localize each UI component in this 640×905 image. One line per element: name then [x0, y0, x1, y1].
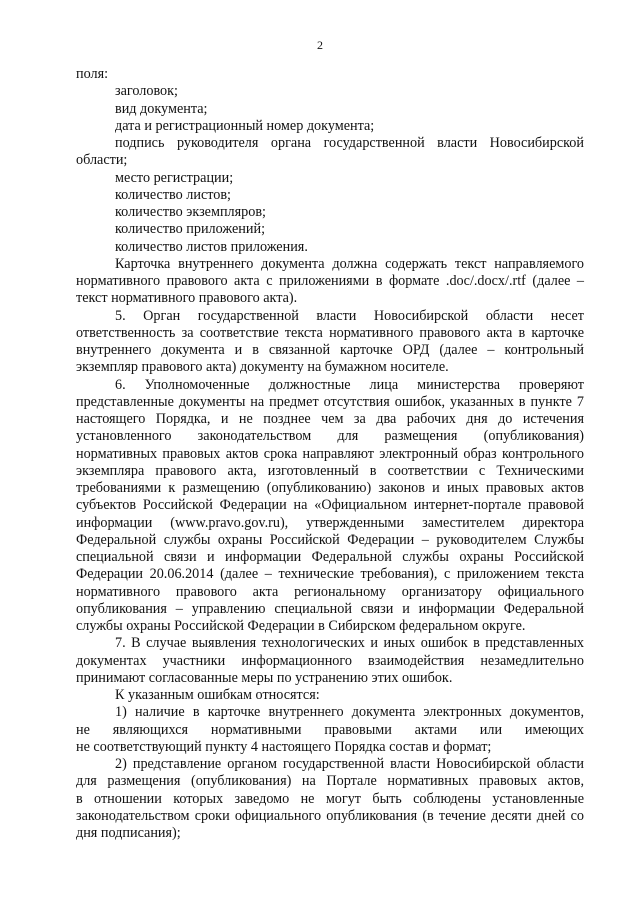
text-line: для размещения (опубликования) на Портале нормативных правовых актов,	[76, 773, 584, 790]
text-line: законодательством сроки официального опубликования (в течение десяти дней со	[76, 807, 584, 824]
text-line: информации (www.pravo.gov.ru), утвержденными заместителем директора	[76, 514, 584, 531]
text-line: подпись руководителя органа государственной власти Новосибирской	[115, 135, 584, 151]
text-line: вид документа;	[115, 100, 208, 117]
text-line: 2) представление органом государственной власти Новосибирской области	[115, 756, 584, 772]
text-line: Карточка внутреннего документа должна содержать текст направляемого	[115, 255, 584, 272]
text-line: текст нормативного правового акта).	[76, 290, 298, 307]
text-line: 1) наличие в карточке внутреннего документа электронных документов,	[115, 704, 584, 721]
text-line: нормативных правовых актов срока направляют электронный образ контрольного	[76, 445, 584, 462]
text-line: количество экземпляров;	[115, 204, 266, 220]
text-line: установленного законодательством для размещения (опубликования)	[76, 428, 584, 445]
text-line: не соответствующий пункту 4 настоящего Порядка состав и формат;	[76, 738, 492, 755]
text-line: службы охраны Российской Федерации в Сибирском федеральном округе.	[76, 618, 526, 634]
text-line: нормативного правового акта с приложениями в формате .doc/.docx/.rtf (далее –	[76, 273, 584, 289]
text-line: ответственность за соответствие текста нормативного правового акта в карточке	[76, 324, 584, 341]
text-line: 5. Орган государственной власти Новосибирской области несет	[115, 307, 584, 324]
text-line: настоящего Порядка, и не позднее чем за два рабочих дня до истечения	[76, 411, 584, 427]
text-line: К указанным ошибкам относятся:	[115, 687, 320, 703]
text-line: количество листов приложения.	[115, 238, 308, 255]
text-line: специальной связи и информации Федеральной службы охраны Российской	[76, 549, 584, 565]
text-line: дня подписания);	[76, 825, 181, 841]
text-line: место регистрации;	[115, 169, 234, 186]
text-line: 6. Уполномоченные должностные лица министерства проверяют	[115, 376, 584, 393]
document-body	[76, 66, 584, 842]
page-number: 2	[317, 38, 323, 52]
text-line: внутреннего документа и в связанной карточке ОРД (далее – контрольный	[76, 342, 584, 358]
text-line: опубликования – управлению специальной связи и информации Федеральной	[76, 600, 584, 617]
text-line: поля:	[76, 66, 109, 82]
text-line: Федеральной службы охраны Российской Федерации – руководителем Службы	[76, 531, 584, 548]
text-line: дата и регистрационный номер документа;	[115, 117, 375, 134]
text-line: в отношении которых заведомо не могут быть соблюдены установленные	[76, 790, 584, 807]
text-line: экземпляра правового акта, изготовленный в соответствии с Техническими	[76, 462, 584, 479]
text-line: нормативного правового акта региональному организатору официального	[76, 583, 584, 600]
text-line: требованиями к размещению (опубликованию) законов и иных правовых актов	[76, 480, 584, 496]
text-line: количество листов;	[115, 186, 231, 203]
text-line: представленные документы на предмет отсутствия ошибок, указанных в пункте 7	[76, 393, 584, 410]
text-line: субъектов Российской Федерации на «Официальном интернет-портале правовой	[76, 497, 584, 514]
text-line: заголовок;	[115, 83, 178, 100]
text-line: не являющихся нормативными правовыми актами или имеющих	[76, 721, 584, 738]
text-line: документах участники информационного взаимодействия незамедлительно	[76, 652, 584, 669]
text-line: экземпляр правового акта) документу на бумажном носителе.	[76, 359, 449, 376]
text-line: Федерации 20.06.2014 (далее – технические требования), с приложением текста	[76, 566, 584, 583]
text-line: количество приложений;	[115, 221, 266, 238]
text-line: принимают согласованные меры по устранению этих ошибок.	[76, 669, 453, 686]
text-line: области;	[76, 152, 128, 169]
text-line: 7. В случае выявления технологических и иных ошибок в представленных	[115, 635, 584, 652]
